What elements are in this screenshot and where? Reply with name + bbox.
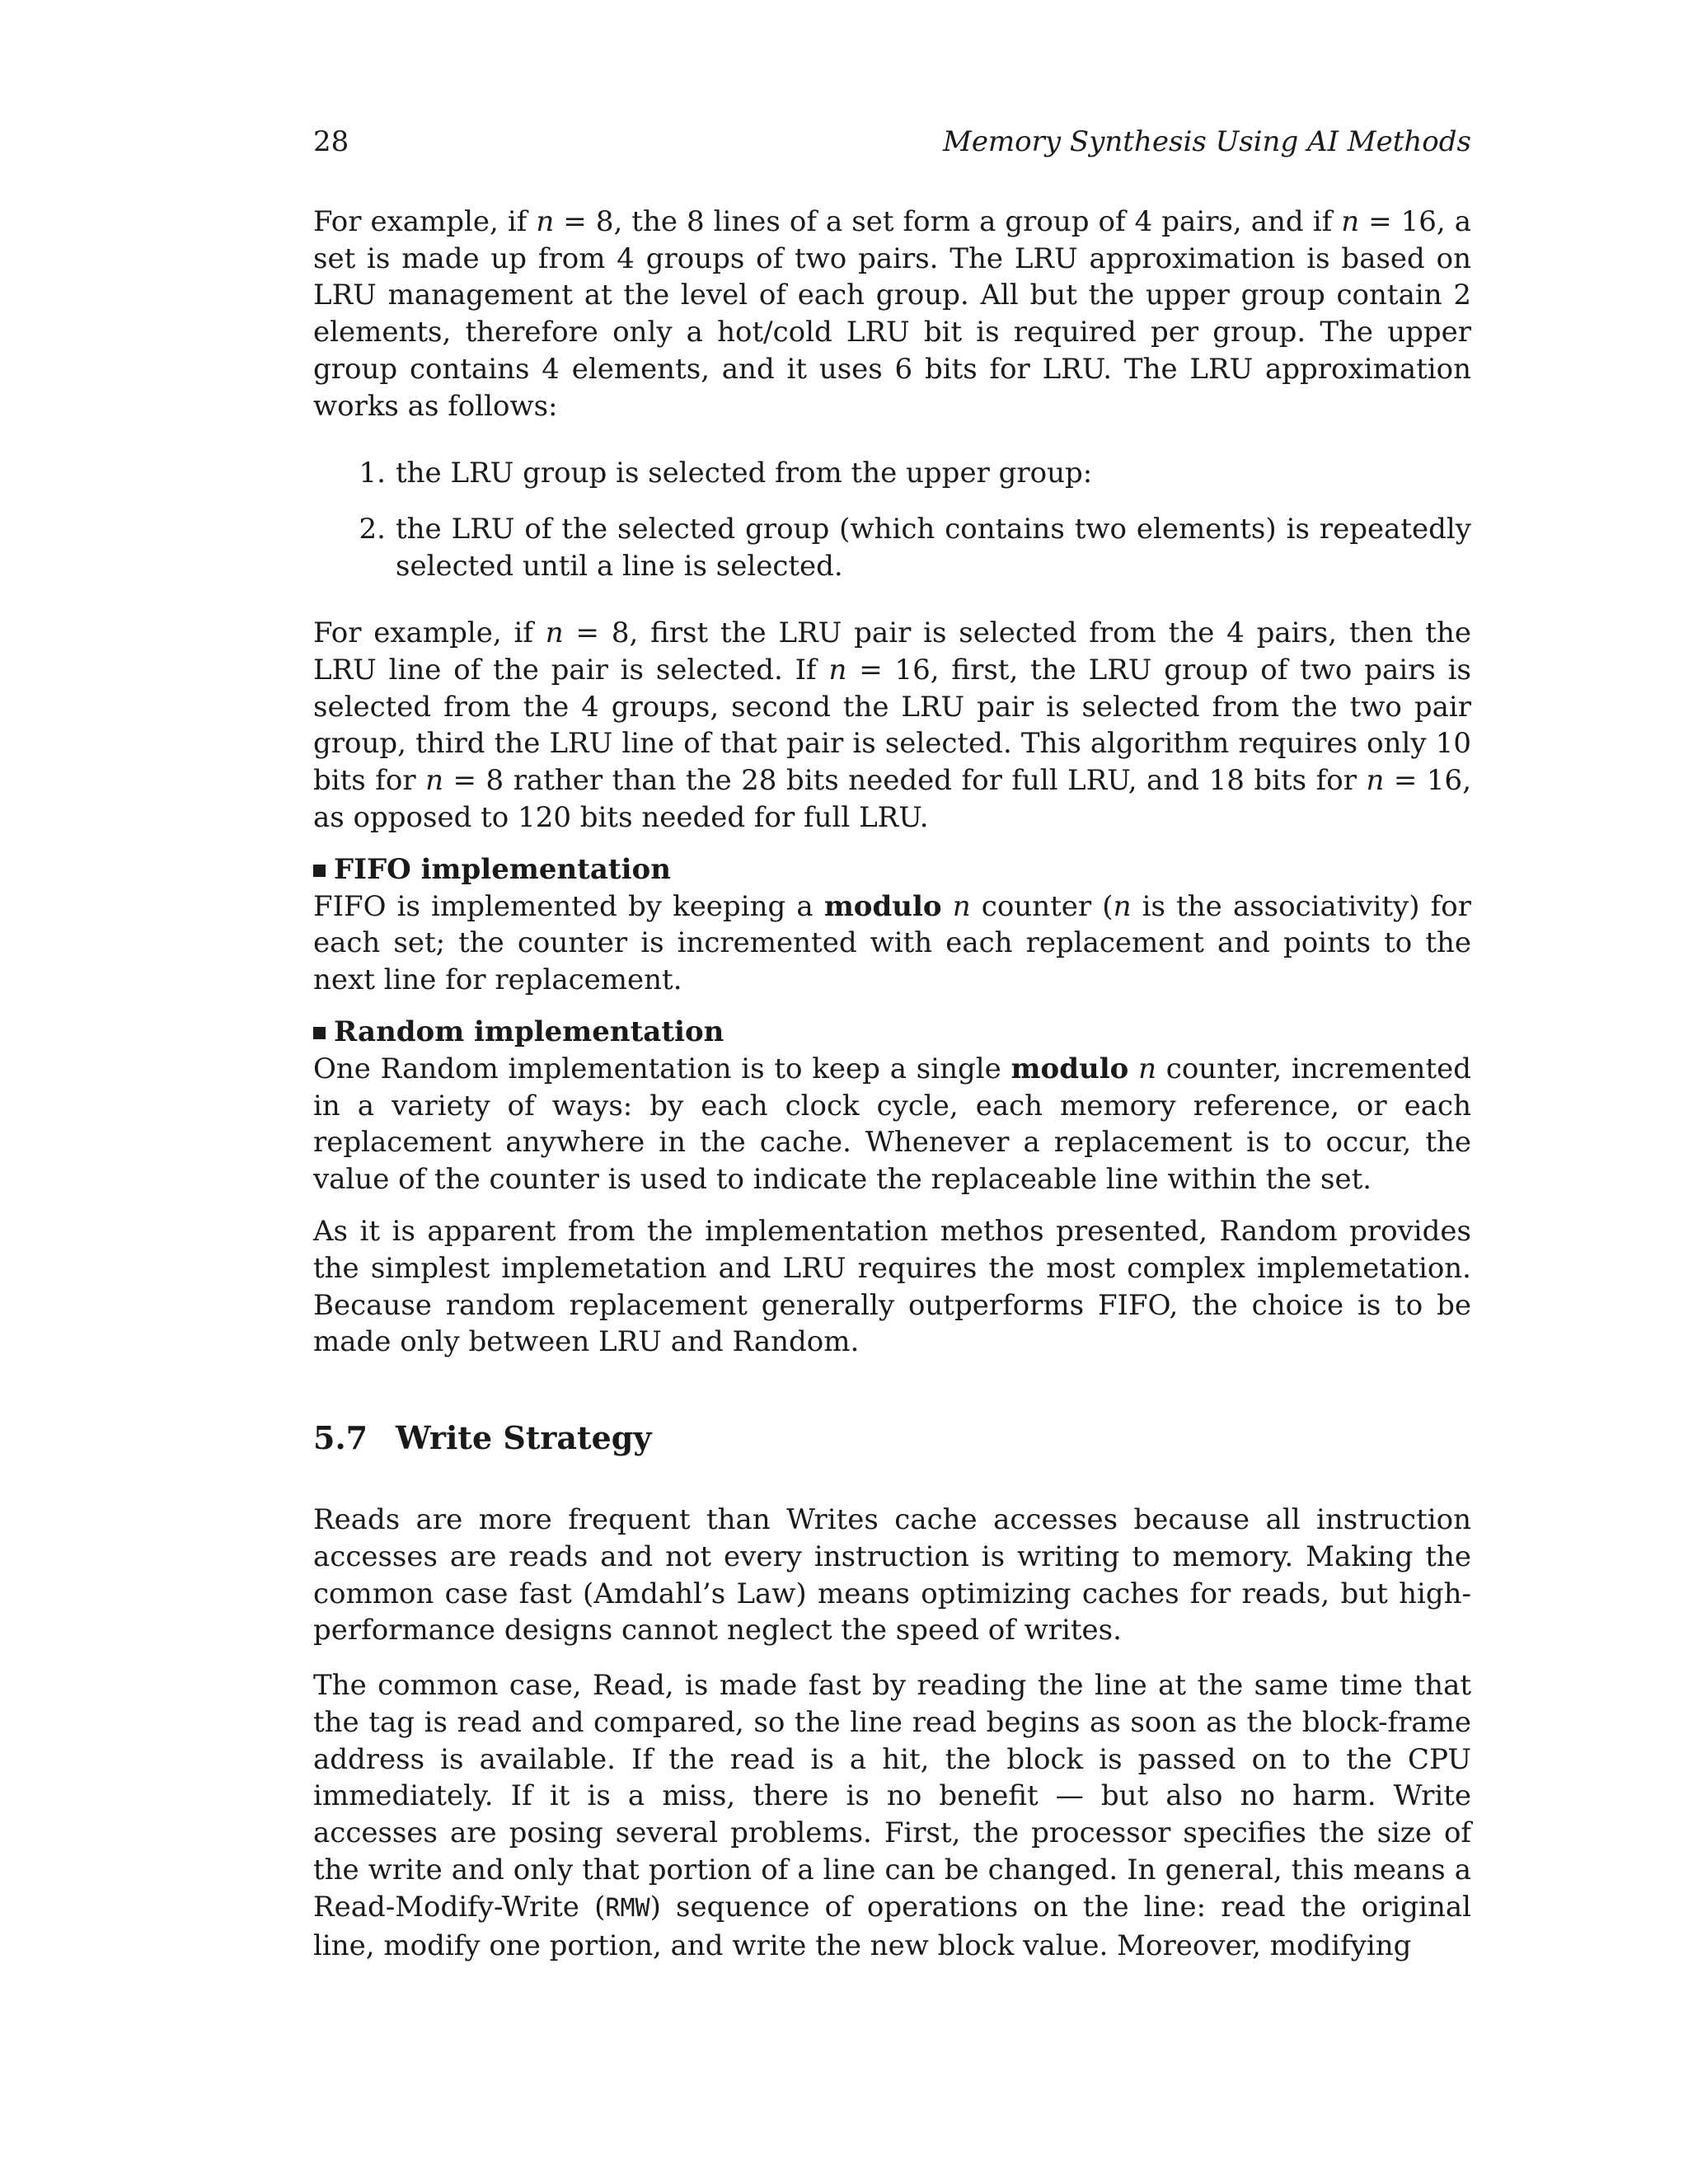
list-item: 1. the LRU group is selected from the upper group: xyxy=(359,456,1093,490)
reads-paragraph: Reads are more frequent than Writes cache accesses because all instruction accesses are reads and not every instruction is writing to memory. Making the common case fast (Amdahl’s Law) means optimizing caches for reads, but high-performance designs cannot neglect the speed of writes. xyxy=(313,1502,1471,1647)
comparison-paragraph: As it is apparent from the implementation methos presented, Random provides the simplest implemetation and LRU requires the most complex implemetation. Because random replacement generally outperforms FIFO, the choice is to be made only between LRU and Random. xyxy=(313,1214,1471,1359)
random-heading: Random implementation xyxy=(313,1014,1471,1051)
section-title: Write Strategy xyxy=(396,1419,652,1457)
fifo-paragraph: FIFO is implemented by keeping a modulo n counter (n is the associativity) for each set; the counter is incremented with each replacement and points to the next line for replacement. xyxy=(313,889,1471,997)
page-number: 28 xyxy=(313,125,349,158)
section-number: 5.7 xyxy=(313,1419,368,1457)
square-bullet-icon xyxy=(313,1027,326,1039)
common-case-paragraph: The common case, Read, is made fast by reading the line at the same time that the tag is read and compared, so the line read begins as soon as the block-frame address is available. If the read is a hit, the block is passed on to the CPU immediately. If it is a miss, there is no benefit — but also no harm. Write accesses are posing several problems. First, the processor specifies the size of the write and only that portion of a line can be changed. In general, this means a Read-Modify-Write (RMW) sequence of operations on the line: read the original line, modify one portion, and write the new block value. Moreover, modifying xyxy=(313,1669,1471,1962)
lru-steps-list xyxy=(313,455,1471,585)
list-item: 2. the LRU of the selected group (which contains two elements) is repeatedly selected until a line is selected. xyxy=(359,513,1471,583)
random-block xyxy=(313,1014,1471,1198)
section-heading xyxy=(313,1420,1471,1457)
page-header xyxy=(313,124,1471,161)
square-bullet-icon xyxy=(313,865,326,877)
document-page xyxy=(313,124,1471,1964)
fifo-block xyxy=(313,851,1471,999)
example-paragraph: For example, if n = 8, first the LRU pair is selected from the 4 pairs, then the LRU line of the pair is selected. If n = 16, first, the LRU group of two pairs is selected from the 4 groups, second the LRU pair is selected from the two pair group, third the LRU line of that pair is selected. This algorithm requires only 10 bits for n = 8 rather than the 28 bits needed for full LRU, and 18 bits for n = 16, as opposed to 120 bits needed for full LRU. xyxy=(313,616,1471,834)
random-paragraph: One Random implementation is to keep a single modulo n counter, incremented in a variety of ways: by each clock cycle, each memory reference, or each replacement anywhere in the cache. Whenever a replacement is to occur, the value of the counter is used to indicate the replaceable line within the set. xyxy=(313,1052,1471,1197)
fifo-heading: FIFO implementation xyxy=(313,851,1471,888)
running-title: Memory Synthesis Using AI Methods xyxy=(943,125,1471,158)
intro-paragraph: For example, if n = 8, the 8 lines of a set form a group of 4 pairs, and if n = 16, a set is made up from 4 groups of two pairs. The LRU approximation is based on LRU management at the level of each group. All but the upper group contain 2 elements, therefore only a hot/cold LRU bit is required per group. The upper group contains 4 elements, and it uses 6 bits for LRU. The LRU approximation works as follows: xyxy=(313,204,1471,423)
